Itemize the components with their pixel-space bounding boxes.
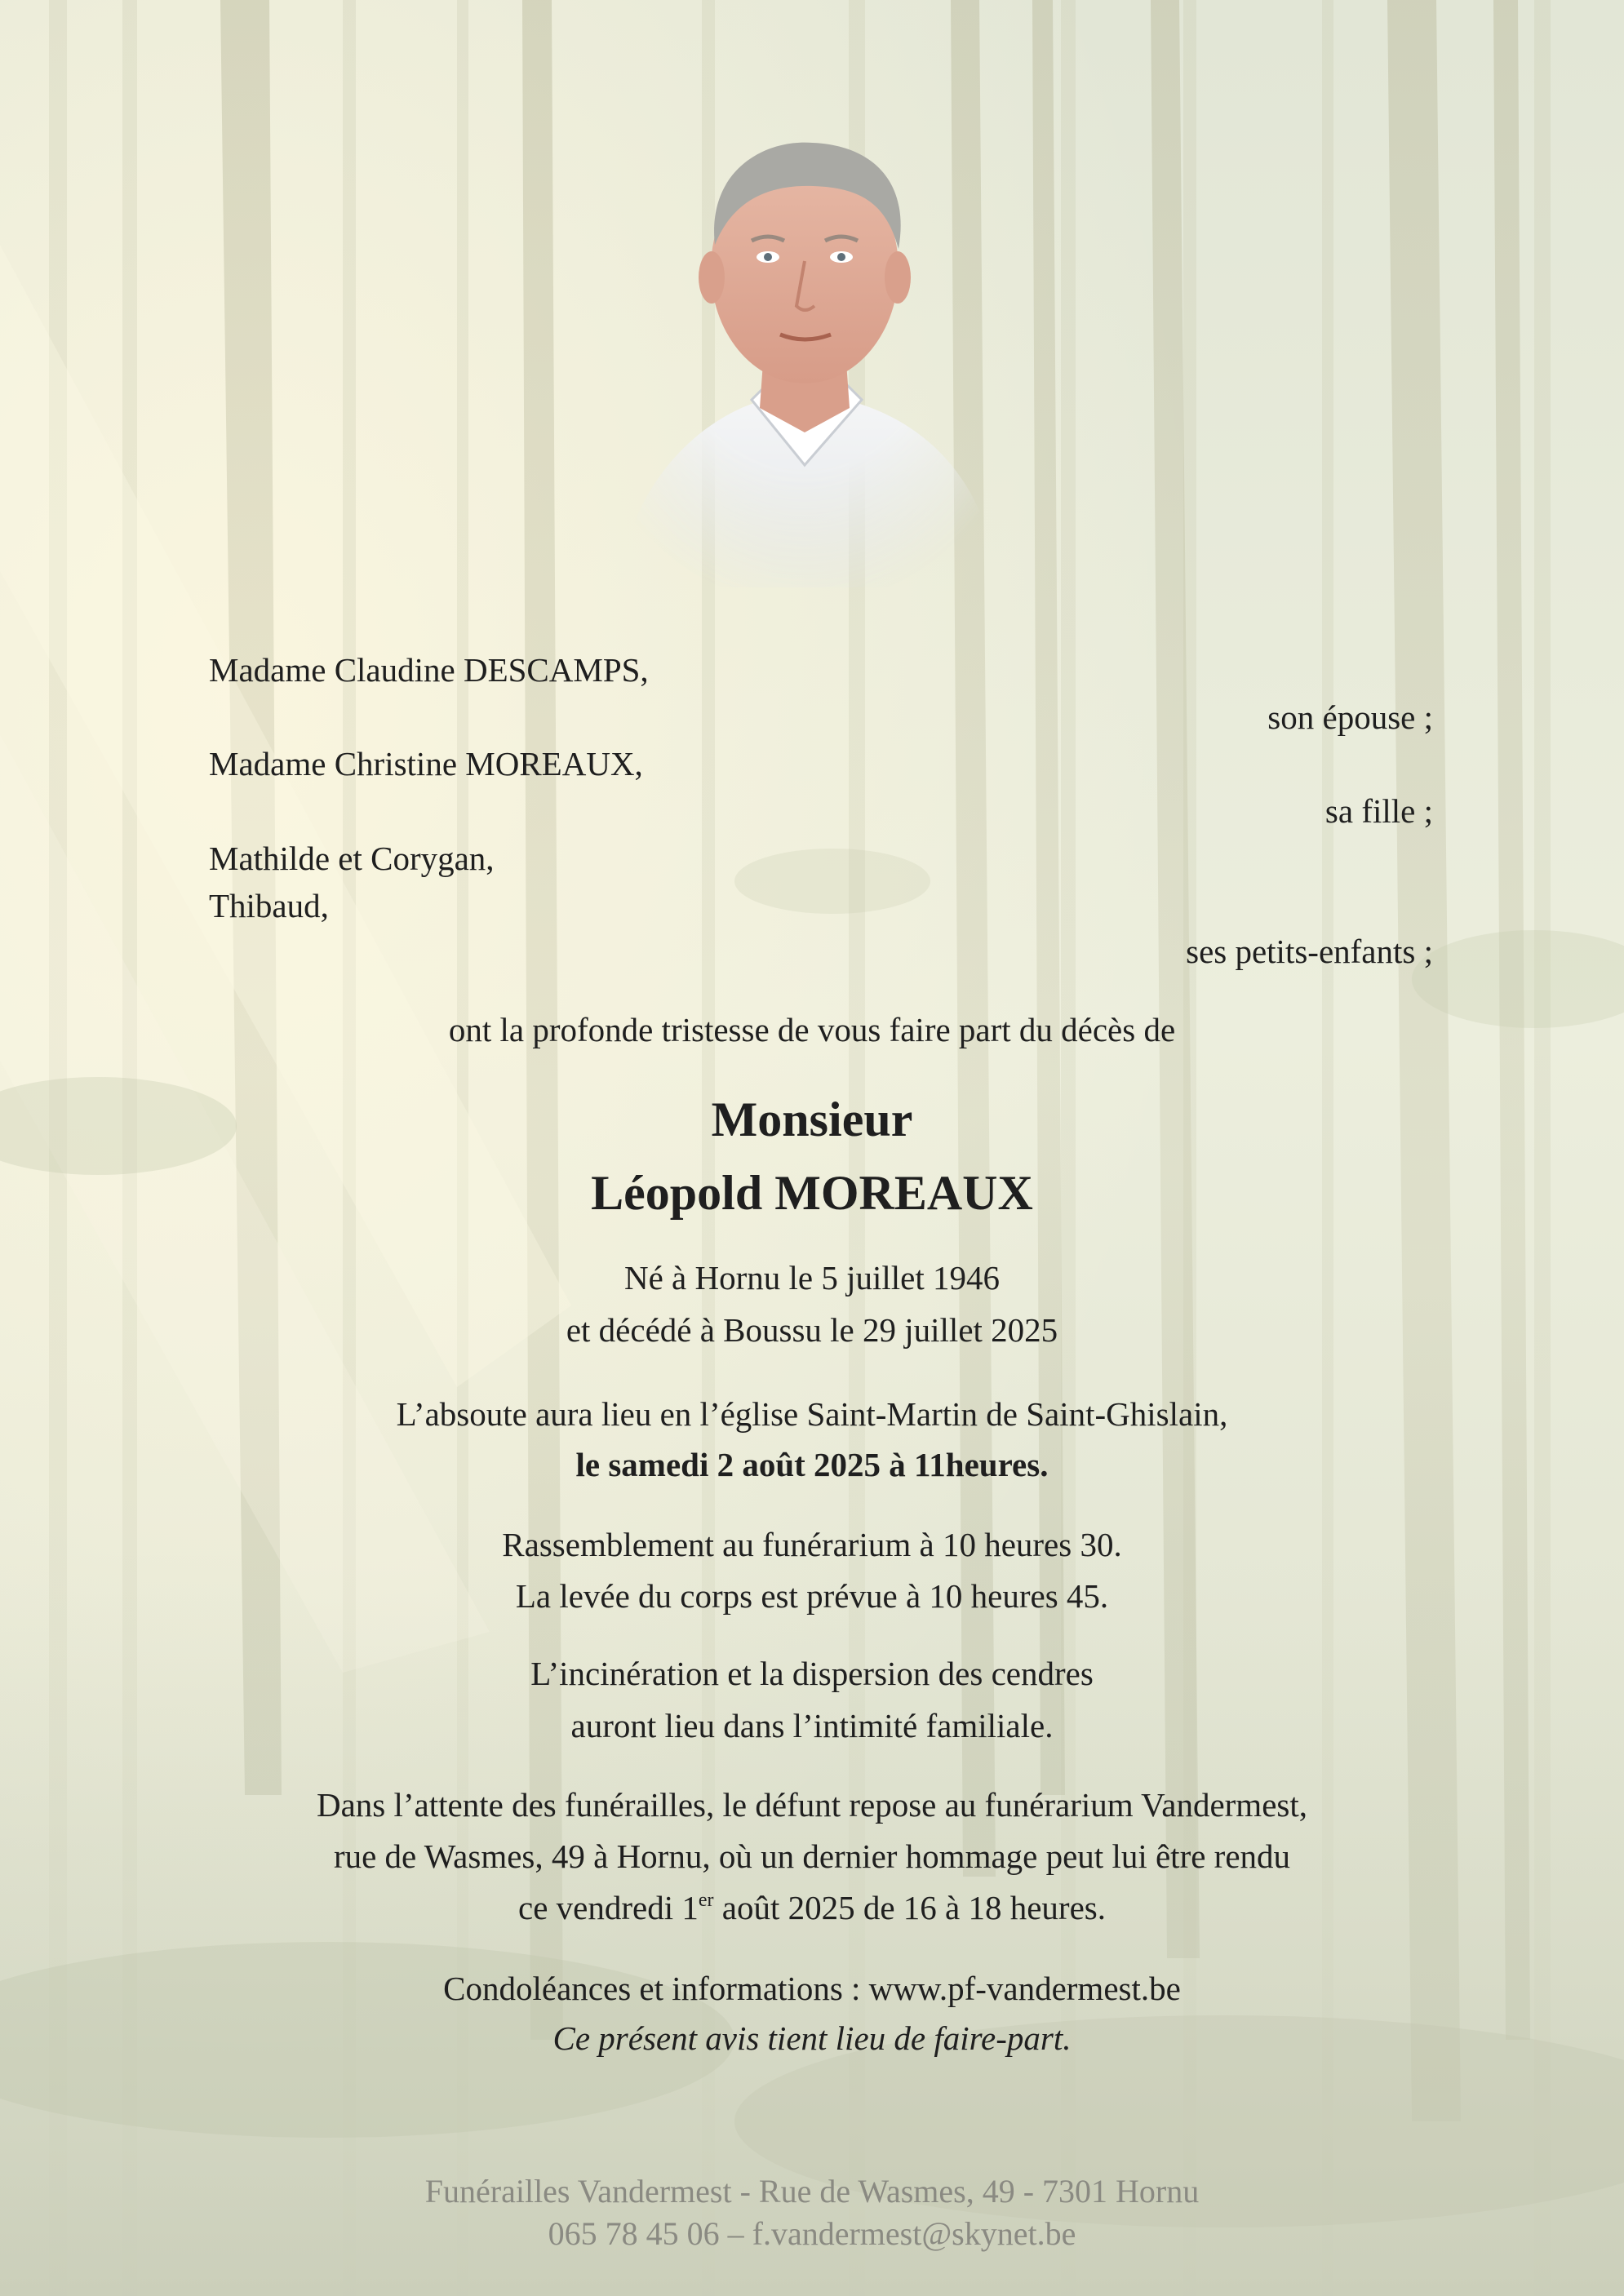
- announcement-text: ont la profonde tristesse de vous faire part du décès de: [448, 1011, 1176, 1048]
- deceased-name: Léopold MOREAUX: [591, 1166, 1033, 1220]
- footer-address: Funérailles Vandermest - Rue de Wasmes, 49 - 7301 Hornu: [424, 2173, 1200, 2210]
- gathering-line: Rassemblement au funérarium à 10 heures 30.: [502, 1526, 1122, 1563]
- family-name-grandchildren-b: Thibaud,: [209, 887, 329, 924]
- family-relation-grandchildren: ses petits-enfants ;: [1186, 933, 1433, 970]
- ceremony-line: L’absoute aura lieu en l’église Saint-Martin de Saint-Ghislain,: [396, 1395, 1228, 1433]
- visitation-date-suffix: août 2025 de 16 à 18 heures.: [713, 1889, 1106, 1926]
- cremation-line: L’incinération et la dispersion des cendres: [530, 1655, 1094, 1692]
- cremation-privacy-line: auront lieu dans l’intimité familiale.: [570, 1707, 1054, 1744]
- family-relation-daughter: sa fille ;: [1324, 792, 1433, 830]
- visitation-date-prefix: ce vendredi 1: [518, 1889, 699, 1926]
- ceremony-date: le samedi 2 août 2025 à 11heures.: [575, 1446, 1049, 1483]
- notice-disclaimer: Ce présent avis tient lieu de faire-part.: [552, 2019, 1072, 2057]
- deceased-title: Monsieur: [711, 1093, 913, 1146]
- visitation-line-1: Dans l’attente des funérailles, le défunt repose au funérarium Vandermest,: [317, 1786, 1307, 1824]
- family-name-daughter: Madame Christine MOREAUX,: [209, 745, 643, 782]
- footer-contact: 065 78 45 06 – f.vandermest@skynet.be: [548, 2215, 1076, 2252]
- family-name-spouse: Madame Claudine DESCAMPS,: [209, 651, 649, 689]
- visitation-line-2: rue de Wasmes, 49 à Hornu, où un dernier hommage peut lui être rendu: [333, 1837, 1291, 1875]
- condolences-line: Condoléances et informations : www.pf-vandermest.be: [443, 1970, 1181, 2007]
- levee-line: La levée du corps est prévue à 10 heures 45.: [515, 1577, 1109, 1615]
- family-relation-spouse: son épouse ;: [1267, 698, 1433, 736]
- death-line: et décédé à Boussu le 29 juillet 2025: [566, 1311, 1058, 1349]
- visitation-date-ordinal: er: [698, 1890, 714, 1911]
- birth-line: Né à Hornu le 5 juillet 1946: [623, 1259, 1000, 1296]
- visitation-line-3: [0, 1885, 1624, 1930]
- family-name-grandchildren-a: Mathilde et Corygan,: [209, 840, 495, 877]
